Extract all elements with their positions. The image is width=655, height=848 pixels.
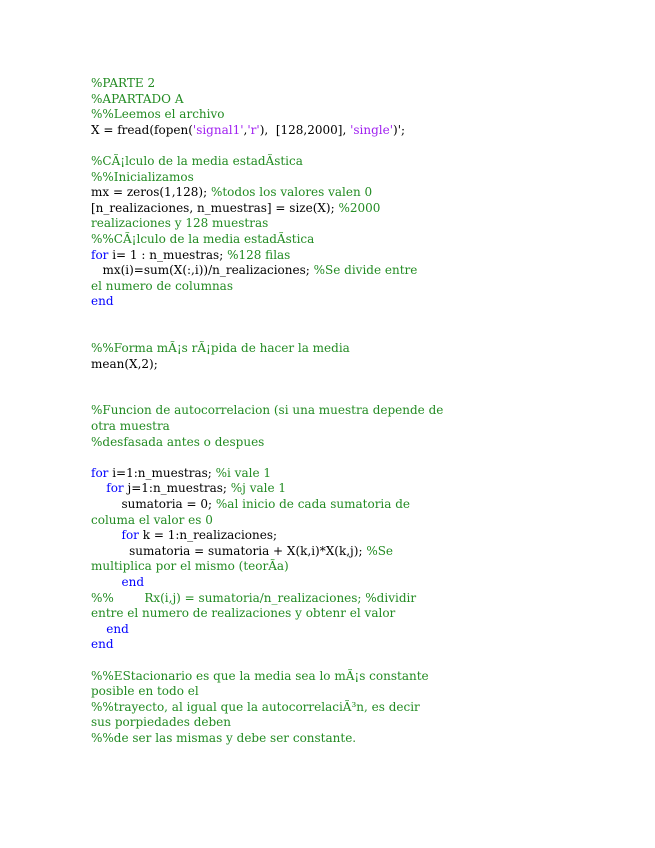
comment-token: %i vale 1 [215, 465, 272, 480]
blank-line [91, 372, 561, 388]
comment-token: %j vale 1 [230, 481, 287, 496]
keyword-token: end [91, 294, 114, 309]
keyword-token: for [91, 247, 109, 262]
code-text-token: X = fread(fopen( [91, 122, 193, 137]
code-line [91, 466, 561, 482]
comment-token: %%Leemos el archivo [91, 107, 225, 122]
comment-token: el numero de columnas [91, 278, 233, 293]
code-line [91, 637, 561, 653]
comment-token: %%Inicializamos [91, 169, 194, 184]
keyword-token: end [91, 637, 114, 652]
blank-line [91, 450, 561, 466]
comment-token: %APARTADO A [91, 91, 184, 106]
string-token: 'r' [247, 122, 260, 137]
blank-line [91, 138, 561, 154]
comment-token: %128 filas [227, 247, 291, 262]
comment-token: %todos los valores valen 0 [210, 185, 373, 200]
matlab-code-listing [91, 76, 561, 747]
code-text-token: )'; [393, 122, 406, 137]
code-line [91, 559, 561, 575]
blank-line [91, 388, 561, 404]
code-line [91, 232, 561, 248]
code-line [91, 154, 561, 170]
code-text-token: i= 1 : n_muestras; [108, 247, 228, 262]
code-text-token: , [243, 122, 248, 137]
blank-line [91, 310, 561, 326]
comment-token: %desfasada antes o despues [91, 434, 265, 449]
comment-token: columa el valor es 0 [91, 512, 213, 527]
code-line [91, 575, 561, 591]
code-line [91, 669, 561, 685]
comment-token: multiplica por el mismo (teorÃa) [91, 559, 289, 574]
code-text-token: j=1:n_muestras; [123, 481, 231, 496]
code-line [91, 92, 561, 108]
code-line [91, 279, 561, 295]
code-line [91, 622, 561, 638]
blank-line [91, 326, 561, 342]
code-line [91, 497, 561, 513]
code-text-token: [n_realizaciones, n_muestras] = size(X); [91, 200, 339, 215]
comment-token: posible en todo el [91, 684, 199, 699]
code-line [91, 76, 561, 92]
code-line [91, 341, 561, 357]
string-token: 'signal1' [192, 122, 244, 137]
code-text-token [91, 622, 106, 636]
code-line [91, 700, 561, 716]
code-line [91, 513, 561, 529]
keyword-token: for [121, 528, 139, 543]
code-line [91, 294, 561, 310]
code-line [91, 684, 561, 700]
code-text-token [91, 481, 106, 495]
code-line [91, 528, 561, 544]
comment-token: %%Forma mÃ¡s rÃ¡pida de hacer la media [91, 341, 350, 356]
code-text-token [91, 575, 122, 589]
code-text-token: sumatoria = sumatoria + X(k,i)*X(k,j); [91, 543, 367, 558]
code-text-token: mean(X,2); [91, 356, 158, 371]
comment-token: otra muestra [91, 419, 170, 434]
code-text-token: k = 1:n_realizaciones; [138, 528, 278, 543]
comment-token: %Funcion de autocorrelacion (si una muestra depende de [91, 403, 444, 418]
code-line [91, 481, 561, 497]
keyword-token: end [121, 575, 145, 589]
comment-token: %%de ser las mismas y debe ser constante. [91, 730, 357, 745]
code-line [91, 248, 561, 264]
keyword-token: for [106, 481, 124, 496]
code-line [91, 263, 561, 279]
code-line [91, 419, 561, 435]
code-line [91, 606, 561, 622]
code-line [91, 170, 561, 186]
code-text-token: mx(i)=sum(X(:,i))/n_realizaciones; [91, 263, 314, 278]
code-line [91, 357, 561, 373]
comment-token: %CÃ¡lculo de la media estadÃstica [91, 153, 303, 168]
keyword-token: end [106, 621, 129, 636]
code-text-token: ), [128,2000], [259, 122, 351, 137]
string-token: 'single' [350, 122, 394, 137]
code-text-token: sumatoria = 0; [91, 497, 216, 512]
code-text-token: mx = zeros(1,128); [91, 185, 211, 200]
comment-token: %Se [366, 543, 394, 558]
code-line [91, 715, 561, 731]
comment-token: %%EStacionario es que la media sea lo mÃ¡s constante [91, 668, 429, 683]
comment-token: %al inicio de cada sumatoria de [215, 497, 411, 512]
code-line [91, 435, 561, 451]
comment-token: %2000 [338, 200, 381, 215]
comment-token: %Se divide entre [313, 263, 418, 278]
keyword-token: for [91, 465, 109, 480]
code-line [91, 123, 561, 139]
code-line [91, 731, 561, 747]
code-text-token [91, 528, 122, 542]
code-line [91, 403, 561, 419]
code-line [91, 544, 561, 560]
code-line [91, 107, 561, 123]
comment-token: entre el numero de realizaciones y obtenr el valor [91, 606, 396, 621]
code-line [91, 201, 561, 217]
code-line [91, 185, 561, 201]
comment-token: %%trayecto, al igual que la autocorrelaciÃ³n, es decir [91, 699, 420, 714]
comment-token: %PARTE 2 [91, 76, 156, 90]
comment-token: %% Rx(i,j) = sumatoria/n_realizaciones; %dividir [91, 590, 417, 605]
comment-token: %%CÃ¡lculo de la media estadÃstica [91, 231, 315, 246]
comment-token: sus porpiedades deben [91, 715, 232, 730]
blank-line [91, 653, 561, 669]
comment-token: realizaciones y 128 muestras [91, 216, 269, 231]
code-line [91, 591, 561, 607]
code-line [91, 216, 561, 232]
code-text-token: i=1:n_muestras; [108, 465, 216, 480]
